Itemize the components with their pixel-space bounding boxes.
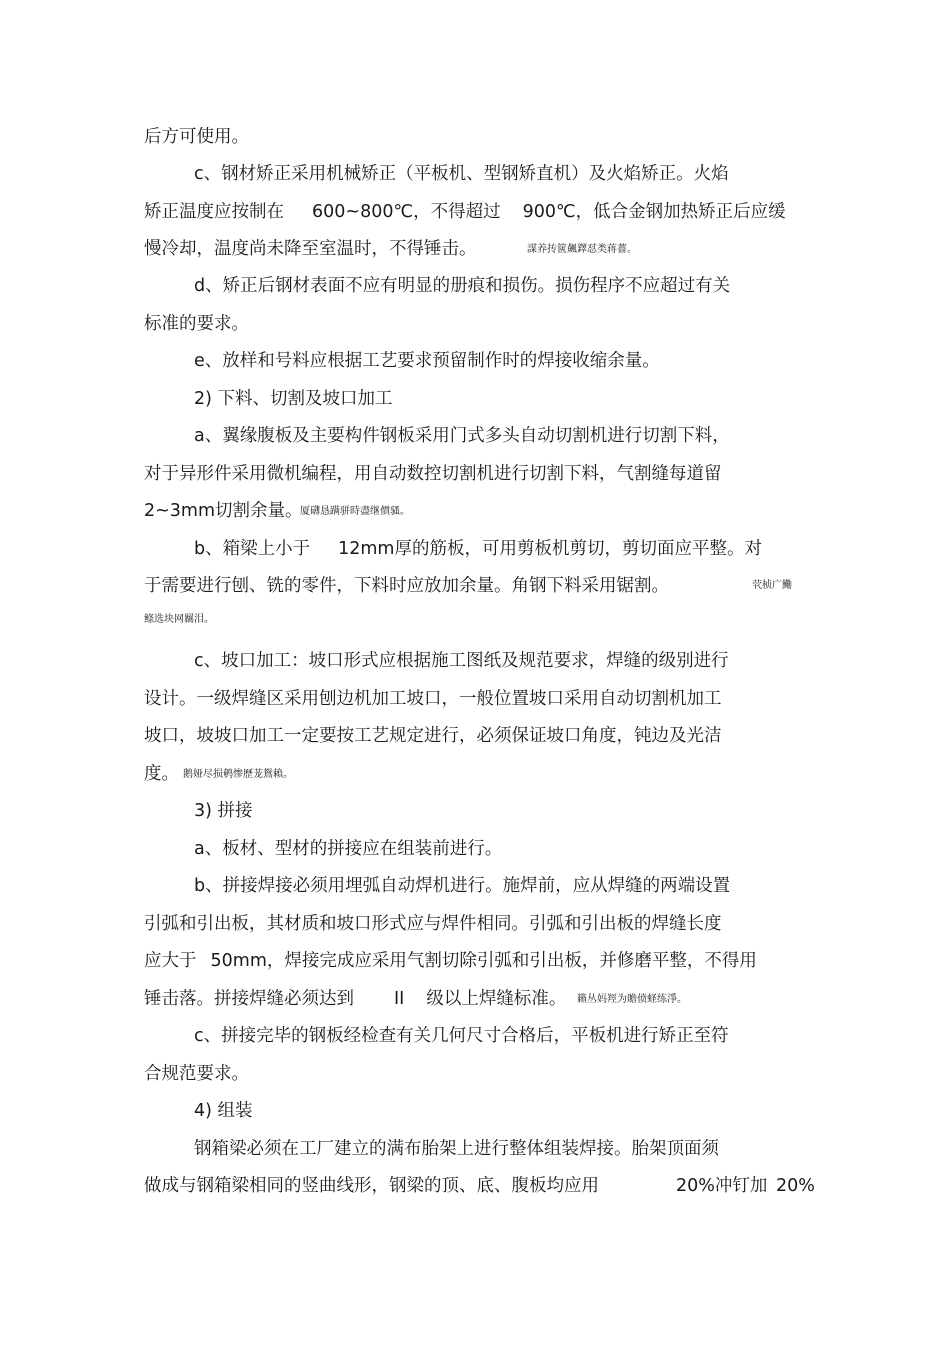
text-line: c、拼接完毕的钢板经检查有关几何尺寸合格后，平板机进行矫正至符 <box>194 1026 729 1046</box>
garbled-annotation: 鲦选块网羈泪。 <box>144 614 214 625</box>
garbled-annotation: 籟丛妈羥为贍偾蛏练淨。 <box>577 994 687 1005</box>
text-segment: II <box>394 989 405 1009</box>
text-line: 设计。一级焊缝区采用刨边机加工坡口，一般位置坡口采用自动切割机加工 <box>144 689 722 709</box>
text-segment: 锤击落。拼接焊缝必须达到 <box>144 989 354 1009</box>
text-line <box>144 201 786 223</box>
section-heading: 4) 组装 <box>194 1101 253 1121</box>
text-segment: 应大于 <box>144 951 197 971</box>
garbled-annotation: 謀养抟篋飆鐸怼类蒋薔。 <box>527 244 637 255</box>
text-line: 标准的要求。 <box>144 314 249 334</box>
text-line: 钢箱梁必须在工厂建立的满布胎架上进行整体组装焊接。胎架顶面须 <box>194 1139 719 1159</box>
section-heading: 3) 拼接 <box>194 801 253 821</box>
garbled-annotation: 鹅娅尽损鹌惨歷茏鴛賴。 <box>183 769 293 780</box>
text-line: 引弧和引出板，其材质和坡口形式应与焊件相同。引弧和引出板的焊缝长度 <box>144 914 722 934</box>
text-line: a、板材、型材的拼接应在组装前进行。 <box>194 839 503 859</box>
text-line: 慢冷却，温度尚未降至室温时，不得锤击。 <box>144 239 477 259</box>
text-segment: 级以上焊缝标准。 <box>426 989 567 1009</box>
text-segment: b、箱梁上小于 <box>194 539 311 559</box>
text-line: e、放样和号料应根据工艺要求预留制作时的焊接收缩余量。 <box>194 351 660 371</box>
text-line: c、钢材矫正采用机械矫正（平板机、型钢矫直机）及火焰矫正。火焰 <box>194 164 729 184</box>
text-segment: 20% <box>776 1176 815 1196</box>
text-line <box>144 988 566 1010</box>
text-line: 度。 <box>144 764 179 784</box>
text-segment: 12mm厚的筋板，可用剪板机剪切，剪切面应平整。对 <box>338 539 762 559</box>
text-line: a、翼缘腹板及主要构件钢板采用门式多头自动切割机进行切割下料， <box>194 426 730 446</box>
text-line: b、拼接焊接必须用埋弧自动焊机进行。施焊前，应从焊缝的两端设置 <box>194 876 731 896</box>
text-line: c、坡口加工：坡口形式应根据施工图纸及规范要求，焊缝的级别进行 <box>194 651 729 671</box>
text-segment: 900℃，低合金钢加热矫正后应缓 <box>522 202 786 222</box>
garbled-annotation: 茕桢广鰳 <box>752 580 792 591</box>
text-line: 做成与钢箱梁相同的竖曲线形，钢梁的顶、底、腹板均应用 <box>144 1176 599 1196</box>
text-line: 后方可使用。 <box>144 127 249 147</box>
section-heading: 2) 下料、切割及坡口加工 <box>194 389 393 409</box>
text-line <box>144 950 757 972</box>
text-segment: 20%冲钉加 <box>676 1176 768 1196</box>
text-segment: 50mm，焊接完成应采用气割切除引弧和引出板，并修磨平整，不得用 <box>210 951 757 971</box>
text-line: 对于异形件采用微机编程，用自动数控切割机进行切割下料，气割缝每道留 <box>144 464 722 484</box>
text-segment: 600~800℃，不得超过 <box>312 202 501 222</box>
text-line: 坡口，坡坡口加工一定要按工艺规定进行，必须保证坡口角度，钝边及光洁 <box>144 726 722 746</box>
garbled-annotation: 厦礴恳蹒骈時盡继價骚。 <box>300 506 410 517</box>
text-segment: 矫正温度应按制在 <box>144 202 284 222</box>
text-line: 于需要进行刨、铣的零件，下料时应放加余量。角钢下料采用锯割。 <box>144 576 669 596</box>
text-line <box>194 538 762 560</box>
text-line: 2~3mm切割余量。 <box>144 501 303 521</box>
text-line: d、矫正后钢材表面不应有明显的册痕和损伤。损伤程序不应超过有关 <box>194 276 731 296</box>
text-line: 合规范要求。 <box>144 1064 249 1084</box>
